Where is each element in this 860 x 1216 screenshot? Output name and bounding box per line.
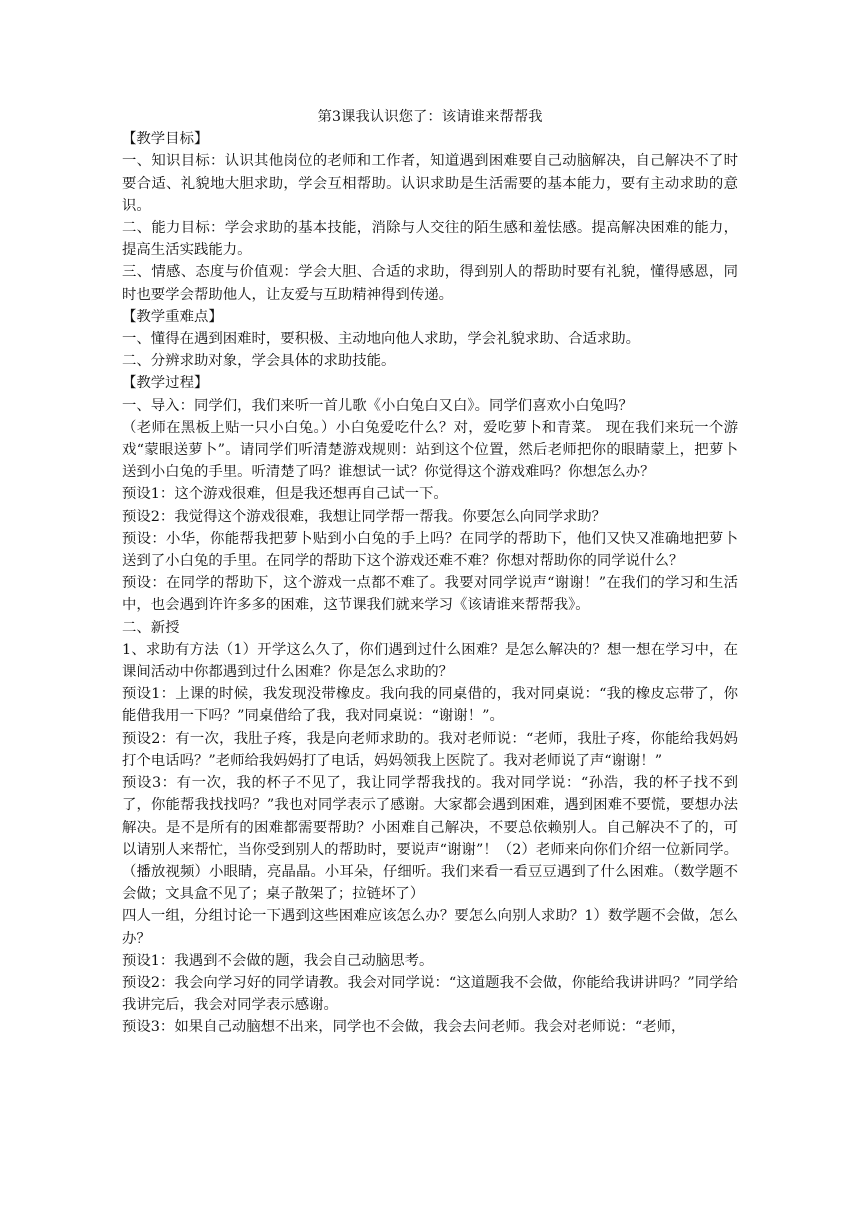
document-title: 第3课我认识您了：该请谁来帮帮我 xyxy=(317,109,543,125)
section-heading-key-points: 【教学重难点】 xyxy=(122,308,223,325)
section-heading-process: 【教学过程】 xyxy=(122,375,209,392)
group-discussion-paragraph: 四人一组，分组讨论一下遇到这些困难应该怎么办？要怎么向别人求助？1）数学题不会做，怎么办？ xyxy=(122,908,738,947)
section-heading-new-lesson: 二、新授 xyxy=(122,619,180,636)
body-paragraph: 1、求助有方法（1）开学这么久了，你们遇到过什么困难？是怎么解决的？想一想在学习中，在课间活动中你都遇到过什么困难？你是怎么求助的？ xyxy=(122,641,738,681)
preset-paragraph: 预设：小华，你能帮我把萝卜贴到小白兔的手上吗？在同学的帮助下，他们又快又准确地把萝卜送到了小白兔的手里。在同学的帮助下这个游戏还难不难？你想对帮助你的同学说什么？ xyxy=(122,530,738,570)
document-body xyxy=(122,106,738,1039)
preset-paragraph: 预设2：有一次，我肚子疼，我是向老师求助的。我对老师说：“老师，我肚子疼，你能给我妈妈打个电话吗？”老师给我妈妈打了电话，妈妈领我上医院了。我对老师说了声“谢谢！” xyxy=(122,730,738,769)
preset-paragraph: 预设2：我会向学习好的同学请教。我会对同学说：“这道题我不会做，你能给我讲讲吗？”同学给我讲完后，我会对同学表示感谢。 xyxy=(122,974,738,1014)
preset-paragraph: 预设：在同学的帮助下，这个游戏一点都不难了。我要对同学说声“谢谢！”在我们的学习和生活中，也会遇到许许多多的困难，这节课我们就来学习《该请谁来帮帮我》。 xyxy=(122,575,738,614)
key-point-1: 一、懂得在遇到困难时，要积极、主动地向他人求助，学会礼貌求助、合适求助。 xyxy=(122,331,641,348)
section-heading-objectives: 【教学目标】 xyxy=(122,131,209,148)
game-paragraph: （老师在黑板上贴一只小白兔。）小白兔爱吃什么？对，爱吃萝卜和青菜。 现在我们来玩一个游戏“蒙眼送萝卜”。请同学们听清楚游戏规则：站到这个位置，然后老师把你的眼睛蒙上，把萝卜送到小白兔的手里。听清楚了吗？谁想试一试？你觉得这个游戏难吗？你想怎么办？ xyxy=(122,419,738,481)
objective-ability: 二、能力目标：学会求助的基本技能，消除与人交往的陌生感和羞怯感。提高解决困难的能力，提高生活实践能力。 xyxy=(122,220,738,259)
preset-paragraph: 预设2：我觉得这个游戏很难，我想让同学帮一帮我。你要怎么向同学求助？ xyxy=(122,508,607,525)
objective-emotion: 三、情感、态度与价值观：学会大胆、合适的求助，得到别人的帮助时要有礼貌，懂得感恩，同时也要学会帮助他人，让友爱与互助精神得到传递。 xyxy=(122,264,738,303)
preset-paragraph: 预设3：有一次，我的杯子不见了，我让同学帮我找的。我对同学说：“孙浩，我的杯子找不到了，你能帮我找找吗？”我也对同学表示了感谢。大家都会遇到困难，遇到困难不要慌，要想办法解决。是不是所有的困难都需要帮助？小困难自己解决，不要总依赖别人。自己解决不了的，可以请别人来帮忙，当你受到别人的帮助时，要说声“谢谢”！（2）老师来向你们介绍一位新同学。（播放视频）小眼睛，亮晶晶。小耳朵，仔细听。我们来看一看豆豆遇到了什么困难。（数学题不会做；文具盒不见了；桌子散架了；拉链坏了） xyxy=(122,775,738,903)
key-point-2: 二、分辨求助对象，学会具体的求助技能。 xyxy=(122,353,396,370)
preset-paragraph: 预设1：我遇到不会做的题，我会自己动脑思考。 xyxy=(122,952,434,969)
preset-paragraph: 预设1：这个游戏很难，但是我还想再自己试一下。 xyxy=(122,486,448,503)
preset-paragraph: 预设3：如果自己动脑想不出来，同学也不会做，我会去问老师。我会对老师说：“老师， xyxy=(122,1019,686,1036)
preset-paragraph: 预设1：上课的时候，我发现没带橡皮。我向我的同桌借的，我对同桌说：“我的橡皮忘带了，你能借我用一下吗？”同桌借给了我，我对同桌说：“谢谢！”。 xyxy=(122,686,738,725)
intro-paragraph: 一、导入：同学们，我们来听一首儿歌《小白兔白又白》。同学们喜欢小白兔吗？ xyxy=(122,397,633,414)
objective-knowledge: 一、知识目标：认识其他岗位的老师和工作者，知道遇到困难要自己动脑解决，自己解决不了时要合适、礼貌地大胆求助，学会互相帮助。认识求助是生活需要的基本能力，要有主动求助的意识。 xyxy=(122,153,738,214)
